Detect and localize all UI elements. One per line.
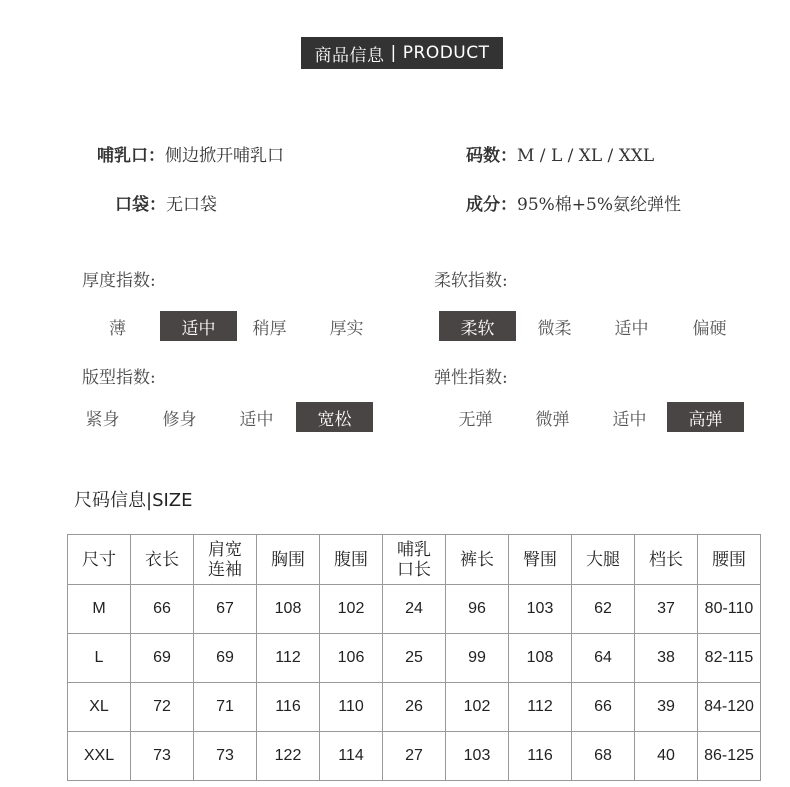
measurement-cell: 38 — [635, 634, 698, 683]
size-label-cell: XL — [68, 683, 131, 732]
measurement-cell: 84-120 — [698, 683, 761, 732]
attr-key: 成分 — [466, 195, 500, 215]
attr-nursing-opening — [97, 141, 284, 166]
size-table — [67, 534, 761, 781]
attr-sep: ： — [148, 146, 165, 166]
size-table-header-row — [68, 535, 761, 585]
measurement-cell: 26 — [383, 683, 446, 732]
fit-option: 修身 — [162, 409, 197, 430]
measurement-cell: 110 — [320, 683, 383, 732]
measurement-cell: 116 — [509, 732, 572, 781]
softness-option: 偏硬 — [692, 318, 727, 339]
measurement-cell: 72 — [131, 683, 194, 732]
size-info-title: 尺码信息|SIZE — [74, 490, 193, 511]
attr-value: M / L / XL / XXL — [517, 146, 655, 166]
softness-option: 微柔 — [537, 318, 572, 339]
softness-index-options — [439, 311, 749, 341]
banner-title-en: PRODUCT — [402, 43, 490, 63]
attr-material — [466, 190, 681, 215]
fit-index-options — [64, 402, 374, 432]
measurement-cell: 114 — [320, 732, 383, 781]
table-row — [68, 732, 761, 781]
size-table-header-cell: 肩宽 连袖 — [194, 535, 257, 585]
measurement-cell: 80-110 — [698, 585, 761, 634]
size-label-cell: XXL — [68, 732, 131, 781]
size-table-header-cell: 胸围 — [257, 535, 320, 585]
measurement-cell: 40 — [635, 732, 698, 781]
size-label-cell: M — [68, 585, 131, 634]
measurement-cell: 103 — [509, 585, 572, 634]
table-row — [68, 634, 761, 683]
thickness-index-options — [79, 311, 387, 341]
measurement-cell: 24 — [383, 585, 446, 634]
measurement-cell: 66 — [572, 683, 635, 732]
size-table-header-cell: 档长 — [635, 535, 698, 585]
softness-index-title: 柔软指数: — [434, 271, 508, 291]
attr-value: 侧边掀开哺乳口 — [165, 146, 284, 166]
banner-separator: | — [390, 43, 397, 63]
banner-title-cn: 商品信息 — [314, 45, 385, 66]
measurement-cell: 64 — [572, 634, 635, 683]
elasticity-option: 适中 — [612, 409, 647, 430]
size-table-header-cell: 哺乳 口长 — [383, 535, 446, 585]
size-table-header-cell: 臀围 — [509, 535, 572, 585]
size-label-cell: L — [68, 634, 131, 683]
table-row — [68, 585, 761, 634]
elasticity-option: 微弹 — [535, 409, 570, 430]
measurement-cell: 73 — [194, 732, 257, 781]
thickness-option: 厚实 — [329, 318, 364, 339]
elasticity-option: 无弹 — [458, 409, 493, 430]
fit-option: 适中 — [239, 409, 274, 430]
measurement-cell: 86-125 — [698, 732, 761, 781]
measurement-cell: 122 — [257, 732, 320, 781]
elasticity-option-selected: 高弹 — [667, 402, 744, 432]
measurement-cell: 25 — [383, 634, 446, 683]
measurement-cell: 112 — [257, 634, 320, 683]
elasticity-index-options — [437, 402, 747, 432]
fit-option-selected: 宽松 — [296, 402, 373, 432]
measurement-cell: 99 — [446, 634, 509, 683]
table-row — [68, 683, 761, 732]
measurement-cell: 27 — [383, 732, 446, 781]
measurement-cell: 108 — [509, 634, 572, 683]
measurement-cell: 39 — [635, 683, 698, 732]
size-table-header-cell: 尺寸 — [68, 535, 131, 585]
softness-option-selected: 柔软 — [439, 311, 516, 341]
product-banner — [301, 37, 503, 69]
thickness-option: 薄 — [109, 318, 126, 339]
measurement-cell: 112 — [509, 683, 572, 732]
size-table-body — [68, 535, 761, 781]
softness-option: 适中 — [614, 318, 649, 339]
fit-index-title: 版型指数: — [82, 368, 156, 388]
measurement-cell: 116 — [257, 683, 320, 732]
attr-sep: ： — [149, 195, 166, 215]
measurement-cell: 37 — [635, 585, 698, 634]
attr-value: 无口袋 — [166, 195, 217, 215]
attr-key: 码数 — [466, 146, 500, 166]
size-table-header-cell: 腰围 — [698, 535, 761, 585]
attr-sep: ： — [500, 195, 517, 215]
attr-key: 口袋 — [115, 195, 149, 215]
thickness-index-title: 厚度指数: — [82, 271, 156, 291]
measurement-cell: 71 — [194, 683, 257, 732]
attr-value: 95%棉+5%氨纶弹性 — [517, 195, 681, 215]
measurement-cell: 106 — [320, 634, 383, 683]
measurement-cell: 62 — [572, 585, 635, 634]
measurement-cell: 67 — [194, 585, 257, 634]
thickness-option: 稍厚 — [252, 318, 287, 339]
size-table-header-cell: 大腿 — [572, 535, 635, 585]
measurement-cell: 69 — [194, 634, 257, 683]
measurement-cell: 108 — [257, 585, 320, 634]
measurement-cell: 69 — [131, 634, 194, 683]
measurement-cell: 82-115 — [698, 634, 761, 683]
size-table-header-cell: 裤长 — [446, 535, 509, 585]
elasticity-index-title: 弹性指数: — [434, 368, 508, 388]
thickness-option-selected: 适中 — [160, 311, 237, 341]
measurement-cell: 103 — [446, 732, 509, 781]
measurement-cell: 96 — [446, 585, 509, 634]
measurement-cell: 73 — [131, 732, 194, 781]
measurement-cell: 68 — [572, 732, 635, 781]
size-table-header-cell: 腹围 — [320, 535, 383, 585]
attr-sep: ： — [500, 146, 517, 166]
measurement-cell: 102 — [320, 585, 383, 634]
measurement-cell: 66 — [131, 585, 194, 634]
attr-size — [466, 141, 654, 166]
fit-option: 紧身 — [85, 409, 120, 430]
attr-key: 哺乳口 — [97, 146, 148, 166]
measurement-cell: 102 — [446, 683, 509, 732]
size-table-header-cell: 衣长 — [131, 535, 194, 585]
attr-pocket — [115, 190, 217, 215]
